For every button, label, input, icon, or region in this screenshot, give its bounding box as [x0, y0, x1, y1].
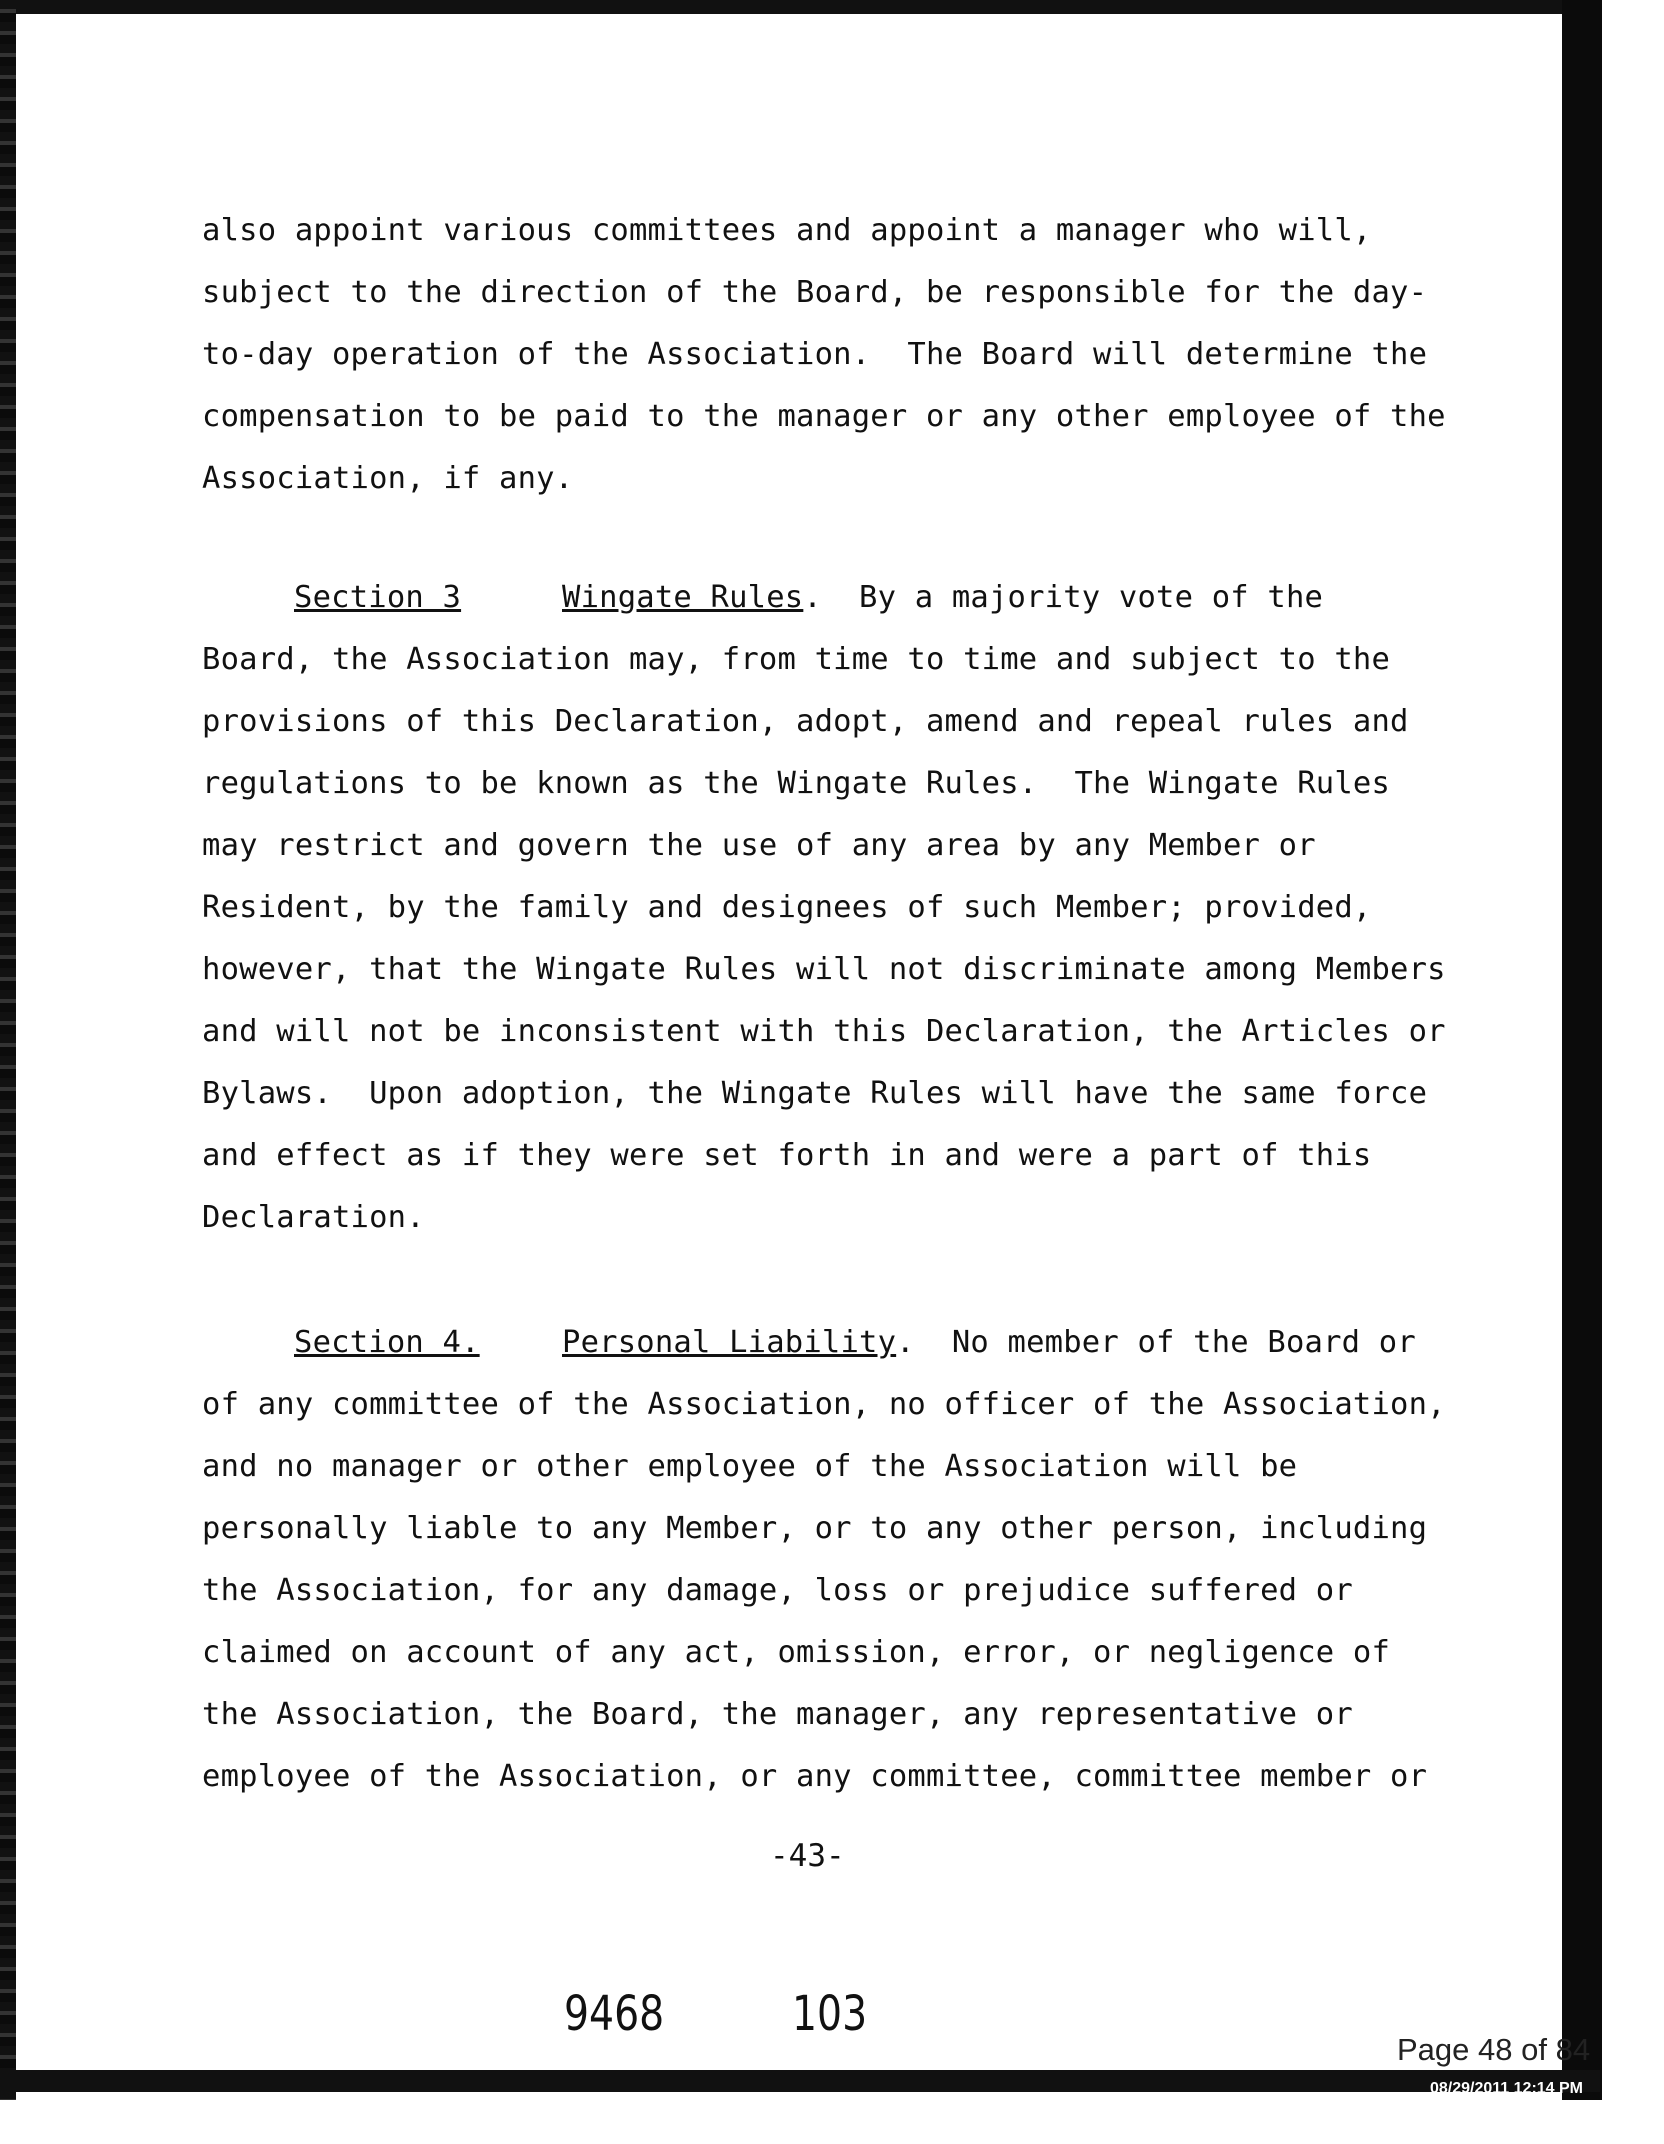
section-4-title: Personal Liability: [562, 1325, 897, 1360]
text-line: Board, the Association may, from time to time and subject to the: [202, 642, 1391, 677]
section-3-heading: [202, 567, 1392, 629]
scan-border-top: [0, 0, 1600, 14]
section-4-heading: [202, 1312, 1416, 1374]
text-line: compensation to be paid to the manager or any other employee of the: [202, 399, 1446, 434]
section-3-title: Wingate Rules: [562, 580, 804, 615]
text-line: the Association, the Board, the manager, any representative or: [202, 1697, 1353, 1732]
text-line: claimed on account of any act, omission, error, or negligence of: [202, 1635, 1391, 1670]
fax-timestamp: 08/29/2011 12:14 PM: [1430, 2080, 1584, 2097]
text-line: however, that the Wingate Rules will not discriminate among Members: [202, 952, 1446, 987]
paragraph-1: [202, 200, 1446, 510]
scan-border-left: [0, 0, 16, 2100]
section-3-label: Section 3: [294, 580, 462, 615]
text-line: the Association, for any damage, loss or prejudice suffered or: [202, 1573, 1353, 1608]
page-number: -43-: [770, 1838, 845, 1874]
section-3: [202, 567, 1446, 1249]
text-line: personally liable to any Member, or to any other person, including: [202, 1511, 1428, 1546]
text-line: may restrict and govern the use of any area by any Member or: [202, 828, 1316, 863]
text-line: of any committee of the Association, no officer of the Association,: [202, 1387, 1446, 1422]
section-4: [202, 1312, 1446, 1808]
text-line: Resident, by the family and designees of such Member; provided,: [202, 890, 1372, 925]
text-line: subject to the direction of the Board, be responsible for the day-: [202, 275, 1428, 310]
page-of-indicator: Page 48 of 84: [1397, 2032, 1591, 2067]
section-4-label: Section 4.: [294, 1325, 480, 1360]
text-line: provisions of this Declaration, adopt, amend and repeal rules and: [202, 704, 1409, 739]
text-line: employee of the Association, or any committee, committee member or: [202, 1759, 1428, 1794]
text-line: Bylaws. Upon adoption, the Wingate Rules will have the same force: [202, 1076, 1428, 1111]
scan-border-right: [1562, 0, 1602, 2100]
text-line: Declaration.: [202, 1200, 425, 1235]
text-line: also appoint various committees and appoint a manager who will,: [202, 213, 1372, 248]
page-stamp: 103: [792, 1986, 868, 2042]
section-3-lead: . By a majority vote of the: [803, 580, 1324, 615]
text-line: and will not be inconsistent with this Declaration, the Articles or: [202, 1014, 1446, 1049]
text-line: to-day operation of the Association. The Board will determine the: [202, 337, 1428, 372]
text-line: regulations to be known as the Wingate Rules. The Wingate Rules: [202, 766, 1391, 801]
text-line: Association, if any.: [202, 461, 574, 496]
text-line: and no manager or other employee of the Association will be: [202, 1449, 1298, 1484]
text-line: and effect as if they were set forth in and were a part of this: [202, 1138, 1372, 1173]
book-stamp: 9468: [564, 1986, 665, 2042]
scan-border-bottom: [0, 2070, 1600, 2092]
section-4-lead: . No member of the Board or: [896, 1325, 1416, 1360]
